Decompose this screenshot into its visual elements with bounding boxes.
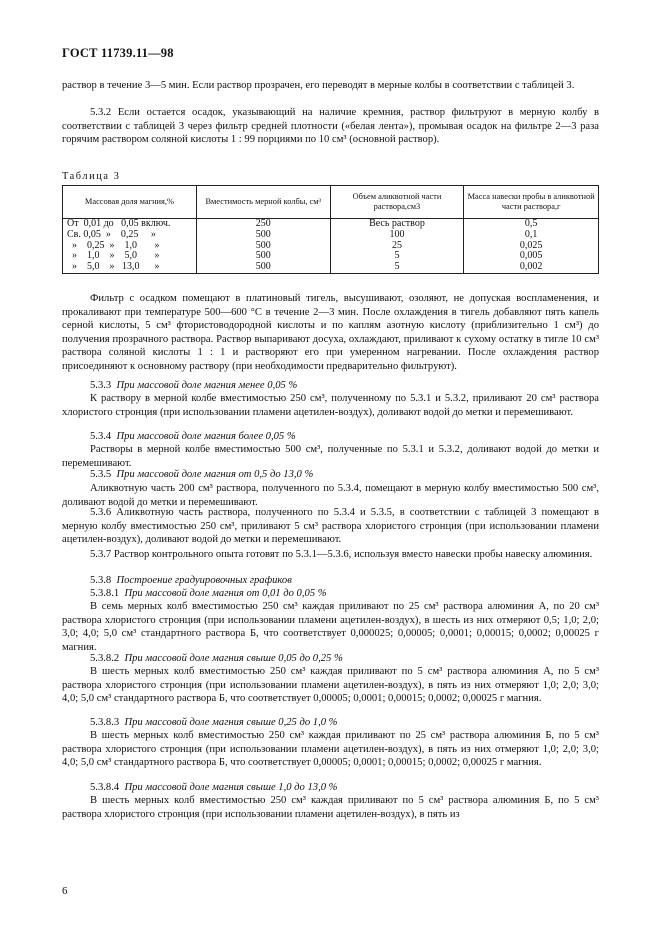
table-cell: 500	[196, 262, 330, 273]
table-cell: 500	[196, 241, 330, 252]
section-number: 5.3.8.3	[90, 717, 120, 728]
document-header: ГОСТ 11739.11—98	[62, 46, 174, 60]
paragraph-5-3-8-3: В шесть мерных колб вместимостью 250 см³ каждая приливают по 25 см³ раствора алюминия Б, по 5 см³ раствора хлористого стронция (при использовании пламени ацетилен-воздух), в пять из них отмеряют 1,0; 2,0; 3,0; 4,0; 5,0 см³ стандартного раствора Б, что соответствует 0,00005; 0,0001; 0,00015; 0,0002; 0,00025 г магния.	[62, 730, 599, 769]
section-number: 5.3.8.1	[90, 588, 120, 599]
table-cell: От 0,01 до 0,05 включ.	[63, 219, 197, 230]
heading-5-3-5	[62, 468, 599, 482]
table-header-row	[63, 186, 599, 219]
table-cell: 500	[196, 230, 330, 241]
table-cell: 0,005	[464, 251, 599, 262]
table-caption: Таблица 3	[62, 171, 121, 182]
heading-5-3-8-4	[62, 781, 599, 795]
section-title: При массовой доле магния менее 0,05 %	[116, 380, 298, 391]
table-cell: Весь раствор	[330, 219, 464, 230]
section-number: 5.3.3	[90, 380, 112, 391]
paragraph-5-3-8-2: В шесть мерных колб вместимостью 250 см³ каждая приливают по 5 см³ раствора алюминия А, по 5 см³ раствора хлористого стронция (при использовании пламени ацетилен-воздух), в пять из них отмеряют 1,0; 2,0; 3,0; 4,0; 5,0 см³ стандартного раствора Б, что соответствует 0,00005; 0,0001; 0,00015; 0,0002; 0,00025 г магния.	[62, 666, 599, 705]
section-number: 5.3.4	[90, 431, 112, 442]
heading-5-3-4	[62, 430, 599, 444]
table-header-cell: Массовая доля магния,%	[63, 186, 197, 219]
paragraph-continuation: раствор в течение 3—5 мин. Если раствор прозрачен, его переводят в мерные колбы в соответствии с таблицей 3.	[62, 80, 575, 91]
table-cell: 500	[196, 251, 330, 262]
heading-5-3-8-2	[62, 652, 599, 666]
section-title: При массовой доле магния более 0,05 %	[116, 431, 296, 442]
section-title: При массовой доле магния свыше 0,25 до 1,0 %	[124, 717, 338, 728]
table-cell: Св. 0,05 » 0,25 »	[63, 230, 197, 241]
table-cell: 5	[330, 251, 464, 262]
paragraph-5-3-3: К раствору в мерной колбе вместимостью 250 см³, полученному по 5.3.1 и 5.3.2, приливают 20 см³ раствора хлористого стронция (при использовании пламени ацетилен-воздух), доливают водой до метки и перемешивают.	[62, 393, 599, 418]
paragraph-5-3-5: Аликвотную часть 200 см³ раствора, полученного по 5.3.4, помещают в мерную колбу вместимостью 500 см³, доливают водой до метки и перемешивают.	[62, 483, 599, 508]
section-title: При массовой доле магния свыше 1,0 до 13,0 %	[124, 782, 338, 793]
paragraph-5-3-6: 5.3.6 Аликвотную часть раствора, полученного по 5.3.4 и 5.3.5, в соответствии с таблицей 3 помещают в мерную колбу вместимостью 250 см³, приливают 5 см³ раствора хлористого стронция (при использовании пламени ацетилен-воздух), доливают водой до метки и перемешивают.	[62, 507, 599, 546]
heading-5-3-8	[62, 574, 599, 588]
paragraph-5-3-8-4: В шесть мерных колб вместимостью 250 см³ каждая приливают по 5 см³ раствора алюминия Б, по 5 см³ раствора хлористого стронция (при использовании пламени ацетилен-воздух), в пять из	[62, 795, 599, 820]
heading-5-3-8-1	[62, 587, 599, 601]
table-cell: 0,1	[464, 230, 599, 241]
table-cell: 0,025	[464, 241, 599, 252]
section-number: 5.3.8.2	[90, 653, 120, 664]
table-cell: » 5,0 » 13,0 »	[63, 262, 197, 273]
section-title: При массовой доле магния от 0,01 до 0,05 %	[124, 588, 327, 599]
section-number: 5.3.8	[90, 575, 112, 586]
section-number: 5.3.5	[90, 469, 112, 480]
table-3	[62, 185, 599, 274]
paragraph-5-3-8-1: В семь мерных колб вместимостью 250 см³ каждая приливают по 25 см³ раствора алюминия А, по 20 см³ раствора хлористого стронция (при использовании пламени ацетилен-воздух), в шесть из них отмеряют 0,5; 1,0; 2,0; 3,0; 4,0; 5,0 см³ стандартного раствора Б, что соответствует 0,000025; 0,00005; 0,0001; 0,00015; 0,0002; 0,00025 г магния.	[62, 601, 599, 653]
table-cell: » 0,25 » 1,0 »	[63, 241, 197, 252]
table-cell: 250	[196, 219, 330, 230]
paragraph-5-3-7: 5.3.7 Раствор контрольного опыта готовят по 5.3.1—5.3.6, используя вместо навески пробы навеску алюминия.	[90, 549, 593, 560]
heading-5-3-8-3	[62, 716, 599, 730]
table-cell: 0,002	[464, 262, 599, 273]
table-cell: » 1,0 » 5,0 »	[63, 251, 197, 262]
table-row	[63, 262, 599, 273]
heading-5-3-3	[62, 379, 599, 393]
table-header-cell: Объем аликвотной части раствора,см3	[330, 186, 464, 219]
table-cell: 100	[330, 230, 464, 241]
paragraph-filter: Фильтр с осадком помещают в платиновый тигель, высушивают, озоляют, не допуская воспламенения, и прокаливают при температуре 500—600 °С в течение 2—3 мин. После охлаждения в тигель добавляют пять капель серной кислоты, 5 см³ фтористоводородной кислоты и по каплям азотную кислоту (приблизительно 1 см³) до получения прозрачного раствора. Раствор выпаривают досуха, охлаждают, приливают к сухому остатку в тигле 10 см³ раствора соляной кислоты 1 : 1 и растворяют его при умеренном нагревании. После охлаждения раствор присоединяют к основному раствору (при необходимости предварительно фильтруют).	[62, 293, 599, 372]
page-number: 6	[62, 885, 68, 897]
table-header-cell: Вместимость мерной колбы, см³	[196, 186, 330, 219]
table-cell: 5	[330, 262, 464, 273]
section-title: Построение градуировочных графиков	[116, 575, 292, 586]
paragraph-5-3-4: Растворы в мерной колбе вместимостью 500 см³, полученные по 5.3.1 и 5.3.2, доливают водой до метки и перемешивают.	[62, 444, 599, 469]
table-row	[63, 230, 599, 241]
section-number: 5.3.8.4	[90, 782, 120, 793]
section-title: При массовой доле магния от 0,5 до 13,0 %	[116, 469, 314, 480]
table-cell: 25	[330, 241, 464, 252]
paragraph-5-3-2: 5.3.2 Если остается осадок, указывающий на наличие кремния, раствор фильтруют в мерную колбу в соответствии с таблицей 3 через фильтр средней плотности («белая лента»), промывая осадок на фильтре 2—3 раза горячим раствором соляной кислоты 1 : 99 порциями по 10 см³ (основной раствор).	[62, 107, 599, 146]
section-title: При массовой доле магния свыше 0,05 до 0,25 %	[124, 653, 343, 664]
table-header-cell: Масса навески пробы в аликвотной части раствора,г	[464, 186, 599, 219]
table-cell: 0,5	[464, 219, 599, 230]
